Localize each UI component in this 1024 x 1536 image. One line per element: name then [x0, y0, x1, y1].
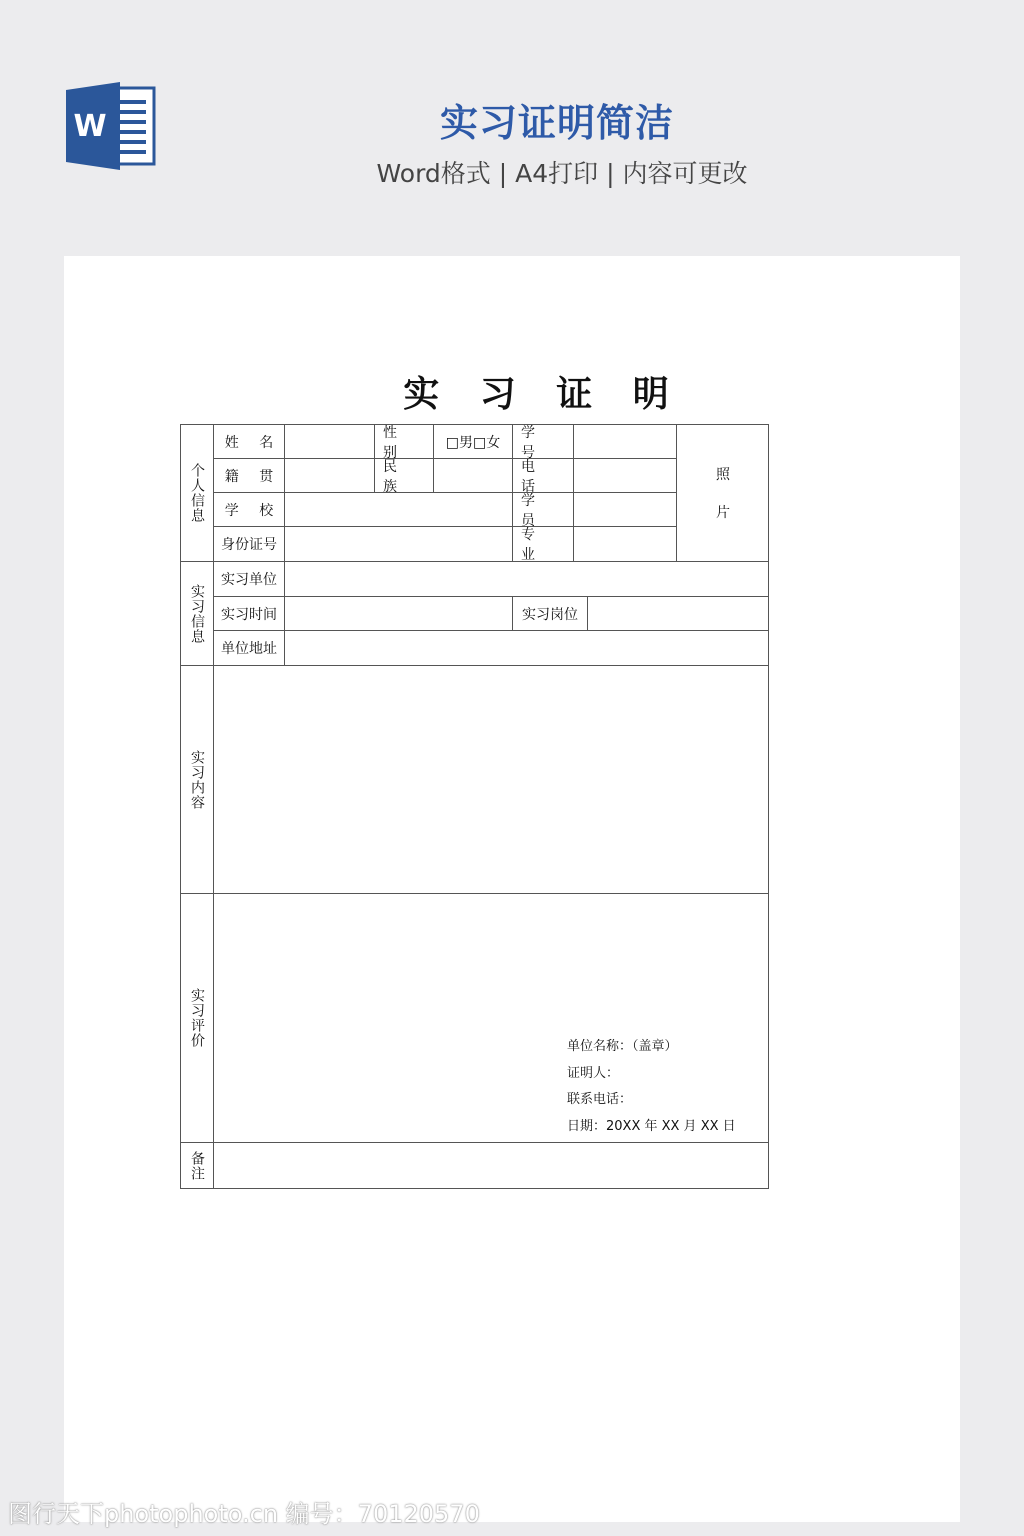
phone-field[interactable] [574, 459, 677, 493]
school-label: 学 校 [214, 493, 285, 527]
photo-label-1: 照 [716, 467, 730, 483]
gender-label: 性 别 [375, 425, 434, 459]
document-title: 实 习 证 明 [403, 374, 683, 415]
date-label: 日期：20XX 年 XX 月 XX 日 [567, 1119, 736, 1134]
svg-text:W: W [73, 109, 107, 144]
contact-phone-label: 联系电话： [567, 1092, 633, 1107]
section-label-remarks: 备注 [181, 1143, 214, 1189]
id-label: 身份证号 [214, 527, 285, 562]
remarks-field[interactable] [214, 1143, 769, 1189]
photo-label-2: 片 [716, 505, 730, 521]
phone-label: 电 话 [513, 459, 574, 493]
content-field[interactable] [214, 666, 769, 894]
name-label: 姓 名 [214, 425, 285, 459]
origin-label: 籍 贯 [214, 459, 285, 493]
student-no-label: 学 号 [513, 425, 574, 459]
school-field[interactable] [285, 493, 513, 527]
trainee-field[interactable] [574, 493, 677, 527]
time-field[interactable] [285, 597, 513, 631]
time-label: 实习时间 [214, 597, 285, 631]
post-label: 实习岗位 [513, 597, 588, 631]
ethnicity-label: 民 族 [375, 459, 434, 493]
certificate-form [180, 424, 769, 1189]
student-no-field[interactable] [574, 425, 677, 459]
section-label-content: 实习内容 [181, 666, 214, 894]
section-label-internship: 实习信息 [181, 562, 214, 666]
id-field[interactable] [285, 527, 513, 562]
origin-field[interactable] [285, 459, 375, 493]
name-field[interactable] [285, 425, 375, 459]
banner-title: 实习证明简洁 [439, 101, 674, 145]
evaluation-field[interactable] [214, 894, 769, 1143]
unit-name-stamp: 单位名称：（盖章） [567, 1039, 678, 1054]
address-label: 单位地址 [214, 631, 285, 666]
major-label: 专 业 [513, 527, 574, 562]
ethnicity-field[interactable] [434, 459, 513, 493]
photo-box[interactable] [677, 425, 769, 562]
gender-options[interactable]: □男□女 [434, 425, 513, 459]
major-field[interactable] [574, 527, 677, 562]
watermark: 图行天下photophoto.cn 编号：70120570 [8, 1500, 480, 1528]
banner-subtitle: Word格式 | A4打印 | 内容可更改 [376, 159, 748, 188]
document-page [64, 256, 960, 1522]
address-field[interactable] [285, 631, 769, 666]
certifier-label: 证明人： [567, 1066, 620, 1081]
unit-label: 实习单位 [214, 562, 285, 597]
trainee-label: 学 员 [513, 493, 574, 527]
banner [0, 0, 1024, 250]
section-label-personal: 个人信息 [181, 425, 214, 562]
unit-field[interactable] [285, 562, 769, 597]
section-label-evaluation: 实习评价 [181, 894, 214, 1143]
post-field[interactable] [588, 597, 769, 631]
